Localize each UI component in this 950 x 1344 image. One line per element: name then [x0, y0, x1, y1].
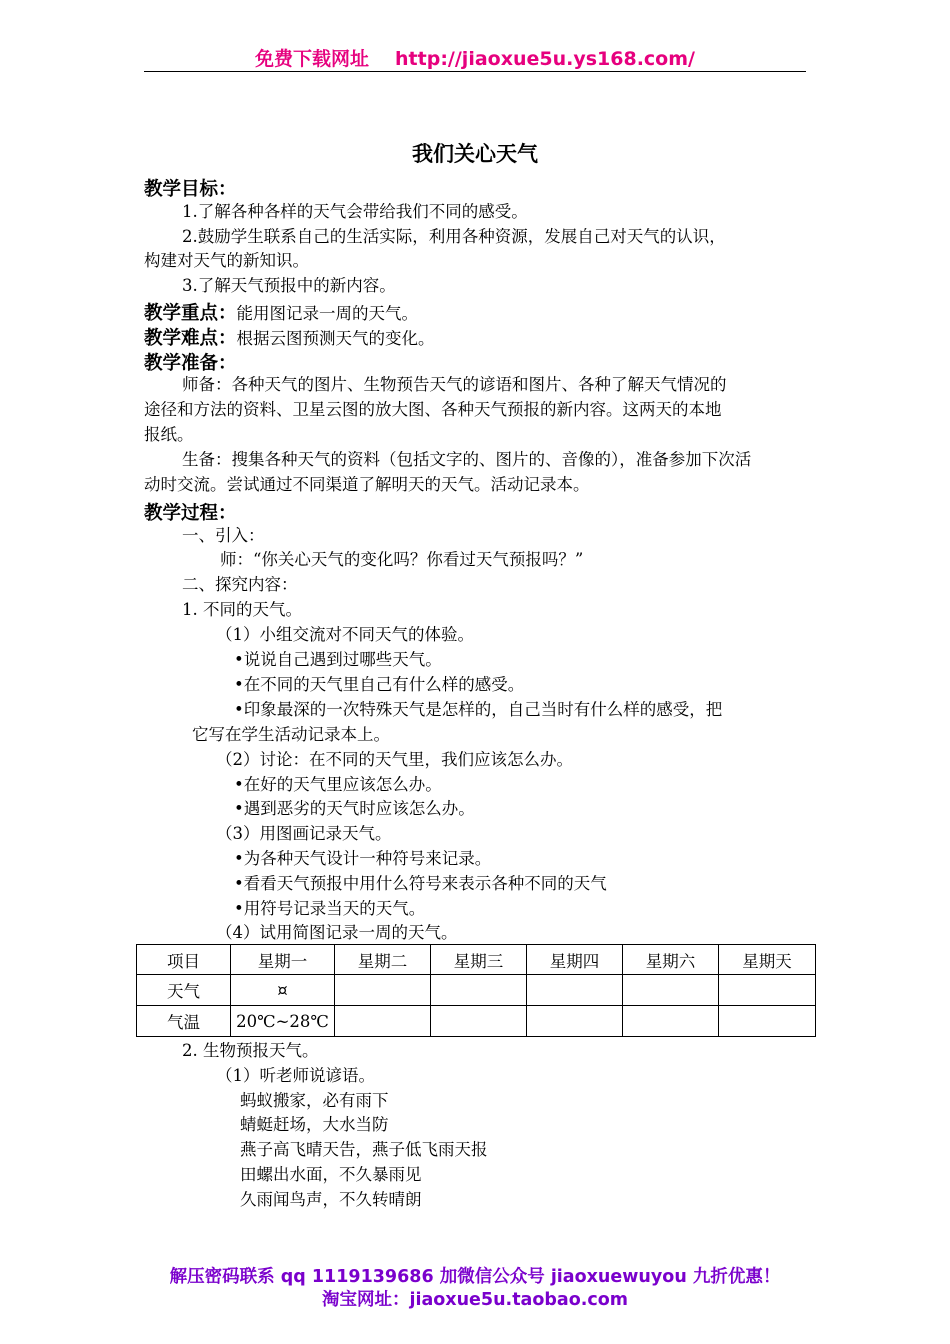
objectives-heading: 教学目标： [144, 179, 237, 200]
table-cell: 气温 [137, 1006, 231, 1037]
footer-shop-link[interactable]: 淘宝网址：jiaoxue5u.taobao.com [321, 1290, 629, 1310]
table-cell [431, 975, 527, 1006]
difficulty-heading: 教学难点： [144, 328, 237, 349]
section-1-2-bullet-2: •遇到恶劣的天气时应该怎么办。 [234, 799, 475, 818]
table-cell: 天气 [137, 975, 231, 1006]
objective-item-2-cont: 构建对天气的新知识。 [144, 251, 309, 270]
table-header-cell: 星期二 [335, 945, 431, 975]
preparation-line-4: 生备：搜集各种天气的资料（包括文字的、图片的、音像的），准备参加下次活 [182, 450, 752, 469]
section-1-1-bullet-3: •印象最深的一次特殊天气是怎样的，自己当时有什么样的感受，把 [234, 700, 723, 719]
table-cell [335, 975, 431, 1006]
header-banner [0, 44, 950, 71]
section-1-1-bullet-1: •说说自己遇到过哪些天气。 [234, 650, 442, 669]
table-cell [719, 975, 816, 1006]
table-cell [719, 1006, 816, 1037]
preparation-line-2: 途径和方法的资料、卫星云图的放大图、各种天气预报的新内容。这两天的本地 [144, 400, 722, 419]
intro-label: 一、引入： [182, 526, 265, 545]
section-1-3-bullet-1: •为各种天气设计一种符号来记录。 [234, 849, 492, 868]
section-1-1-bullet-3-cont: 它写在学生活动记录本上。 [192, 725, 390, 744]
document-title: 我们关心天气 [412, 142, 538, 166]
section-1-title: 1. 不同的天气。 [182, 600, 302, 619]
table-header-row [137, 945, 816, 975]
section-1-3-bullet-2: •看看天气预报中用什么符号来表示各种不同的天气 [234, 874, 607, 893]
table-header-cell: 星期一 [231, 945, 335, 975]
key-point-row [144, 299, 418, 325]
objective-item-2: 2.鼓励学生联系自己的生活实际，利用各种资源，发展自己对天气的认识， [182, 227, 726, 246]
table-cell [623, 975, 719, 1006]
table-cell [527, 975, 623, 1006]
table-cell [335, 1006, 431, 1037]
table-row-weather [137, 975, 816, 1006]
section-1-2: （2）讨论：在不同的天气里，我们应该怎么办。 [216, 750, 573, 769]
weather-symbol-icon: ¤ [231, 975, 335, 1006]
proverb-1: 蚂蚁搬家，必有雨下 [240, 1091, 389, 1110]
preparation-line-3: 报纸。 [144, 425, 194, 444]
preparation-line-5: 动时交流。尝试通过不同渠道了解明天的天气。活动记录本。 [144, 475, 590, 494]
explore-label: 二、探究内容： [182, 575, 298, 594]
section-1-3: （3）用图画记录天气。 [216, 824, 392, 843]
difficulty-text: 根据云图预测天气的变化。 [236, 329, 435, 348]
objective-item-3: 3.了解天气预报中的新内容。 [182, 276, 396, 295]
proverb-3: 燕子高飞晴天告，燕子低飞雨天报 [240, 1140, 488, 1159]
table-cell [527, 1006, 623, 1037]
header-label: 免费下载网址 [255, 48, 370, 70]
weekly-weather-table [136, 944, 816, 1037]
table-header-cell: 星期六 [623, 945, 719, 975]
table-cell [431, 1006, 527, 1037]
preparation-line-1: 师备：各种天气的图片、生物预告天气的谚语和图片、各种了解天气情况的 [182, 375, 727, 394]
table-header-cell: 星期天 [719, 945, 816, 975]
table-cell: 20℃~28℃ [231, 1006, 335, 1037]
proverb-2: 蜻蜓赶场，大水当防 [240, 1115, 389, 1134]
section-1-3-bullet-3: •用符号记录当天的天气。 [234, 899, 426, 918]
section-1-1-bullet-2: •在不同的天气里自己有什么样的感受。 [234, 675, 525, 694]
section-2-title: 2. 生物预报天气。 [182, 1041, 319, 1060]
proverb-4: 田螺出水面，不久暴雨见 [240, 1165, 422, 1184]
table-header-cell: 项目 [137, 945, 231, 975]
objective-item-1: 1.了解各种各样的天气会带给我们不同的感受。 [182, 202, 528, 221]
intro-quote: 师：“你关心天气的变化吗？你看过天气预报吗？” [220, 550, 584, 569]
proverb-5: 久雨闻鸟声，不久转晴朗 [240, 1190, 422, 1209]
header-divider [144, 71, 806, 72]
process-heading: 教学过程： [144, 503, 237, 524]
header-url-link[interactable]: http://jiaoxue5u.ys168.com/ [395, 48, 695, 70]
difficulty-row [144, 324, 435, 350]
section-1-1: （1）小组交流对不同天气的体验。 [216, 625, 474, 644]
section-1-4: （4）试用简图记录一周的天气。 [216, 923, 458, 942]
table-header-cell: 星期四 [527, 945, 623, 975]
key-point-text: 能用图记录一周的天气。 [236, 304, 419, 323]
key-point-heading: 教学重点： [144, 303, 237, 324]
section-2-1: （1）听老师说谚语。 [216, 1066, 375, 1085]
footer-contact: 解压密码联系 qq 1119139686 加微信公众号 jiaoxuewuyou 九折优惠！ [169, 1267, 781, 1287]
table-row-temperature [137, 1006, 816, 1037]
table-header-cell: 星期三 [431, 945, 527, 975]
section-1-2-bullet-1: •在好的天气里应该怎么办。 [234, 775, 442, 794]
table-cell [623, 1006, 719, 1037]
preparation-heading: 教学准备： [144, 353, 237, 374]
